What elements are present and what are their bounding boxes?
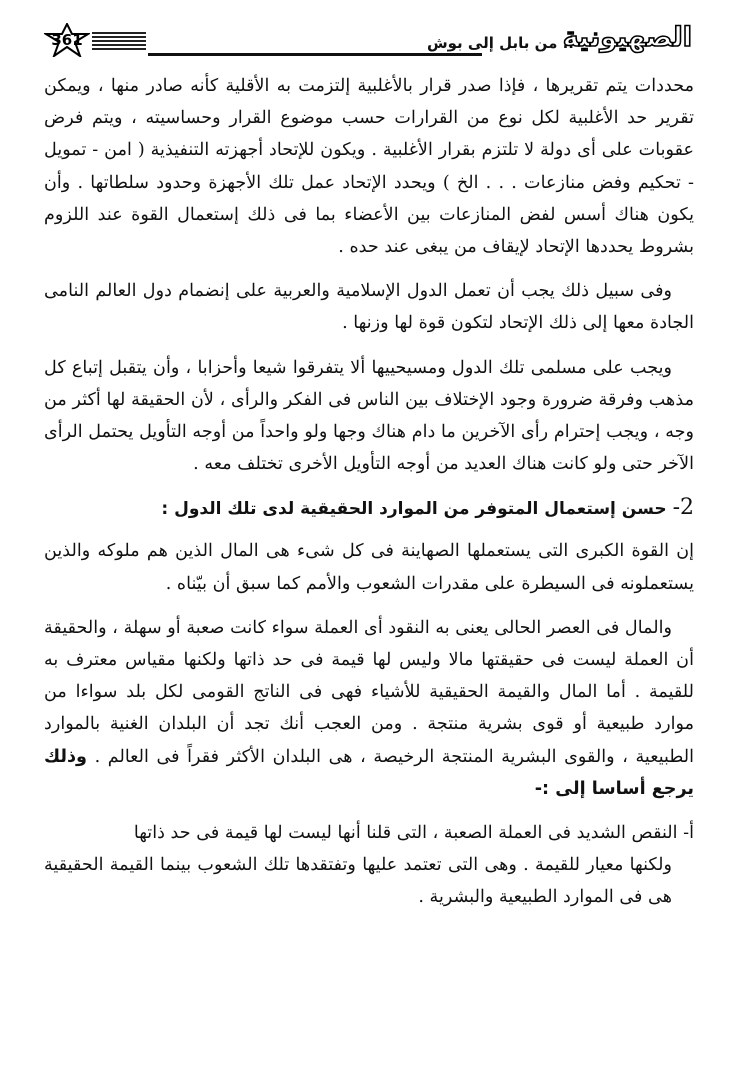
- page-number-badge: [44, 24, 144, 56]
- paragraph-bold-tail: وذلك يرجع أساسا إلى :-: [44, 746, 694, 799]
- paragraph: وفى سبيل ذلك يجب أن تعمل الدول الإسلامية والعربية على إنضمام دول العالم النامى الجادة معها إلى ذلك الإتحاد لتكون قوة لها وزنها .: [44, 281, 694, 334]
- section-heading-text: حسن إستعمال المتوفر من الموارد الحقيقية لدى تلك الدول :: [161, 499, 667, 520]
- header-title: الصهيونية: [562, 22, 692, 53]
- list-marker: أ-: [683, 823, 694, 844]
- paragraph: إن القوة الكبرى التى يستعملها الصهاينة فى كل شىء هى المال الذين هم ملوكه والذين يستعملونه فى السيطرة على مقدرات الشعوب والأمم كما سبق أن بيّناه .: [44, 541, 694, 594]
- paragraph: ويجب على مسلمى تلك الدول ومسيحييها ألا يتفرقوا شيعا وأحزابا ، وأن يتقبل إتباع كل مذهب وفرقة ضرورة وجود الإختلاف بين الناس فى الفكر والرأى ، لأن الحقيقة لها أكثر من وجه ، ويجب إحترام رأى الآخرين ما دام هناك وجها ولو واحداً من أوجه التأويل يحتمل الرأى الآخر حتى ولو كانت هناك العديد من أوجه التأويل الأخرى تختلف معه .: [44, 357, 694, 475]
- paragraph: محددات يتم تقريرها ، فإذا صدر قرار بالأغلبية إلتزمت به الأقلية كأنه صادر منها ، ويمكن تقرير حد الأغلبية لكل نوع من القرارات حسب موضوع القرار وحساسيته ، ويتم فرض عقوبات على أى دولة لا تلتزم بقرار الأغلبية . ويكون للإتحاد أجهزته التنفيذية ( امن - تمويل - تحكيم وفض منازعات . . . الخ ) ويحدد الإتحاد عمل تلك الأجهزة وحدود سلطاتها . وأن يكون هناك أسس لفض المنازعات بين الأعضاء بما فى ذلك إستعمال القوة عند اللزوم بشروط يحددها الإتحاد لإيقاف من يبغى عند حده .: [44, 76, 694, 258]
- star-icon: [44, 23, 90, 57]
- flag-stripes-icon: [92, 32, 146, 50]
- list-item: [44, 817, 694, 914]
- page-number: 361: [51, 31, 83, 49]
- paragraph: [44, 612, 694, 805]
- list-item-continuation: ولكنها معيار للقيمة . وهى التى تعتمد عليها وتفتقدها تلك الشعوب بينما القيمة الحقيقية هى فى الموارد الطبيعية والبشرية .: [44, 855, 672, 908]
- section-heading: [44, 492, 694, 525]
- list-item-first-line: النقص الشديد فى العملة الصعبة ، التى قلنا أنها ليست لها قيمة فى حد ذاتها: [133, 823, 678, 844]
- section-number: 2-: [672, 495, 694, 521]
- paragraph-text: والمال فى العصر الحالى يعنى به النقود أى العملة سواء كانت صعبة أو سهلة ، والحقيقة أن العملة ليست فى حقيقتها مالا وليس لها قيمة فى حد ذاتها ولكنها مقياس معترف به للقيمة . أما المال والقيمة الحقيقية للأشياء فهى فى الناتج القومى لكل بلد سواءا من موارد طبيعية أو قوى بشرية منتجة . ومن العجب أنك تجد أن البلدان الغنية بالموارد الطبيعية ، والقوى البشرية المنتجة الرخيصة ، هى البلدان الأكثر فقراً فى العالم .: [44, 617, 694, 767]
- header-subtitle: .. من بابل إلى بوش: [426, 34, 574, 52]
- page-body: [44, 70, 694, 914]
- header-rule: [148, 53, 482, 56]
- running-header: [44, 22, 692, 62]
